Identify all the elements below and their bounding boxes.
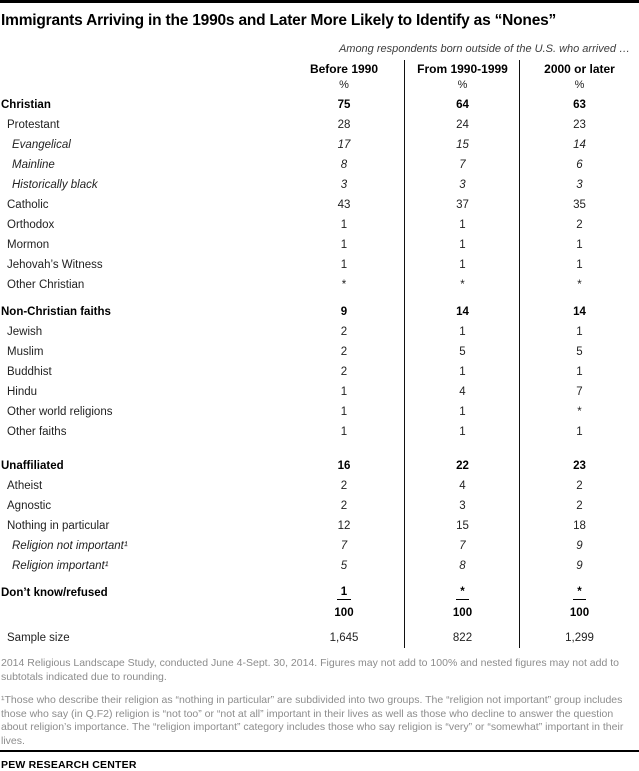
table-body [0,95,639,648]
table-row [0,215,639,235]
value-cell-before-1990: 1,645 [329,632,359,644]
value-cell-1990-1999: 64 [456,99,469,111]
value-cell-1990-1999: 822 [452,632,473,644]
value-cell-before-1990: 1 [340,239,348,251]
value-cell-2000-later: 6 [576,159,583,171]
column-header-before-1990: Before 1990 [309,61,379,76]
value-cell-2000-later: 9 [576,560,583,572]
table-row [0,603,639,623]
row-label: Sample size [7,632,70,644]
row-label: Muslim [7,346,44,358]
value-cell-2000-later [520,586,639,600]
value-cell-2000-later: 1,299 [565,632,594,644]
table-header-row [0,60,639,77]
value-cell-1990-1999: 7 [459,159,466,171]
value-cell-2000-later: 3 [576,179,583,191]
column-header-1990-1999: From 1990-1999 [417,61,508,76]
row-label: Religion not important¹ [12,540,128,552]
value-cell-1990-1999: 1 [459,259,466,271]
value-cell-2000-later: 1 [576,239,583,251]
row-label: Jehovah’s Witness [7,259,103,271]
row-label: Other Christian [7,279,85,291]
value-cell-before-1990: 2 [340,366,348,378]
bottom-border-rule [0,750,639,752]
value-cell-2000-later: 23 [573,460,586,472]
value-cell-1990-1999: 5 [459,346,466,358]
value-cell-before-1990: 1 [340,426,348,438]
table-row [0,115,639,135]
page-title: Immigrants Arriving in the 1990s and Later More Likely to Identify as “Nones” [1,12,557,29]
value-cell-before-1990: 3 [340,179,348,191]
footnote-1: ¹Those who describe their religion as “nothing in particular” are subdivided into two groups. The “religion not important” group includes those who say (in Q.F2) religion is “not too” or “not at all” important in their lives as well as those who decline to answer the question about religion’s importance. The “religion important” category includes those who say religion is “very” or “somewhat” important in their lives. [1,694,624,747]
row-label: Unaffiliated [1,460,64,472]
value-cell-1990-1999: 1 [459,326,466,338]
row-label: Atheist [7,480,43,492]
value-cell-2000-later: * [577,406,582,418]
table-subtitle: Among respondents born outside of the U.S. who arrived … [338,43,630,55]
value-cell-before-1990: 1 [340,386,348,398]
value-cell-1990-1999: * [460,279,465,291]
footnotes-block [0,657,639,748]
value-cell-2000-later: * [577,279,582,291]
value-cell-2000-later: 35 [573,199,586,211]
table-row [0,135,639,155]
unit-row [0,77,639,93]
table-row [0,476,639,496]
row-label: Hindu [7,386,38,398]
table-row [0,175,639,195]
row-label: Christian [1,99,51,111]
table-row [0,516,639,536]
underlined-value: 1 [337,586,351,600]
value-cell-2000-later: 9 [576,540,583,552]
value-cell-2000-later: 14 [573,139,586,151]
value-cell-2000-later: 14 [573,306,586,318]
value-cell-2000-later: 5 [576,346,583,358]
value-cell-1990-1999: 8 [459,560,466,572]
value-cell-2000-later: 23 [573,119,586,131]
value-cell-1990-1999: 1 [459,406,466,418]
value-cell-2000-later: 100 [569,607,590,619]
value-cell-before-1990: 1 [340,219,348,231]
table-row [0,235,639,255]
row-label: Agnostic [7,500,52,512]
value-cell-2000-later: 7 [576,386,583,398]
value-cell-before-1990: 5 [340,560,348,572]
table-row [0,422,639,442]
value-cell-2000-later: 63 [573,99,586,111]
value-cell-before-1990: 2 [340,326,348,338]
table-row [0,302,639,322]
column-divider-2 [519,60,520,648]
value-cell-2000-later: 1 [576,366,583,378]
unit-percent-3: % [574,79,585,91]
row-label: Orthodox [7,219,55,231]
value-cell-2000-later: 2 [576,500,583,512]
value-cell-before-1990 [283,586,405,600]
table-row [0,496,639,516]
value-cell-1990-1999: 1 [459,426,466,438]
table-row [0,322,639,342]
underlined-value: * [573,586,585,600]
table-row [0,342,639,362]
value-cell-1990-1999: 15 [456,139,469,151]
row-label: Nothing in particular [7,520,110,532]
value-cell-1990-1999: 37 [456,199,469,211]
value-cell-2000-later: 2 [576,480,583,492]
value-cell-2000-later: 2 [576,219,583,231]
table-row [0,95,639,115]
value-cell-2000-later: 1 [576,426,583,438]
table-row [0,556,639,576]
value-cell-before-1990: 100 [334,607,354,619]
value-cell-1990-1999: 1 [459,366,466,378]
unit-percent-1: % [339,79,349,91]
row-label: Evangelical [12,139,71,151]
value-cell-1990-1999: 1 [459,219,466,231]
value-cell-before-1990: 17 [337,139,351,151]
value-cell-before-1990: 2 [340,480,348,492]
column-divider-1 [404,60,405,648]
value-cell-2000-later: 18 [573,520,586,532]
value-cell-before-1990: 43 [337,199,351,211]
row-label: Historically black [12,179,98,191]
value-cell-1990-1999: 15 [456,520,469,532]
value-cell-2000-later: 1 [576,326,583,338]
value-cell-before-1990: 1 [340,259,348,271]
table-row [0,402,639,422]
value-cell-1990-1999: 24 [456,119,469,131]
top-border-rule [0,0,639,3]
table-row [0,536,639,556]
value-cell-before-1990: 2 [340,346,348,358]
table-row [0,456,639,476]
value-cell-1990-1999: 22 [456,460,469,472]
value-cell-before-1990: 2 [340,500,348,512]
value-cell-1990-1999 [405,586,520,600]
row-label: Other world religions [7,406,113,418]
row-label: Catholic [7,199,49,211]
source-note: 2014 Religious Landscape Study, conducted June 4-Sept. 30, 2014. Figures may not add to 100% and nested figures may not add to subtotals indicated due to rounding. [1,657,619,683]
data-table [0,60,639,648]
value-cell-2000-later: 1 [576,259,583,271]
table-row [0,275,639,295]
table-row [0,583,639,603]
value-cell-before-1990: 12 [337,520,351,532]
value-cell-1990-1999: 14 [456,306,469,318]
row-label: Protestant [7,119,60,131]
row-label: Buddhist [7,366,52,378]
value-cell-before-1990: 8 [340,159,348,171]
value-cell-1990-1999: 3 [459,179,466,191]
table-row [0,362,639,382]
row-label: Mainline [12,159,55,171]
row-label: Mormon [7,239,50,251]
pew-research-center-brand: PEW RESEARCH CENTER [1,759,137,771]
value-cell-before-1990: 7 [340,540,348,552]
table-row [0,628,639,648]
table-row [0,195,639,215]
unit-percent-2: % [457,79,468,91]
table-row [0,155,639,175]
value-cell-before-1990: 9 [340,306,348,318]
value-cell-before-1990: * [341,279,347,291]
value-cell-1990-1999: 100 [452,607,473,619]
row-label: Other faiths [7,426,67,438]
value-cell-before-1990: 1 [340,406,348,418]
row-label: Religion important¹ [12,560,109,572]
value-cell-before-1990: 16 [337,460,351,472]
value-cell-1990-1999: 3 [459,500,466,512]
value-cell-1990-1999: 7 [459,540,466,552]
row-label: Jewish [7,326,43,338]
underlined-value: * [456,586,468,600]
value-cell-before-1990: 75 [337,99,351,111]
row-label: Non-Christian faiths [1,306,111,318]
value-cell-1990-1999: 4 [459,386,466,398]
table-row [0,255,639,275]
table-row [0,382,639,402]
row-label: Don’t know/refused [1,587,108,599]
value-cell-1990-1999: 4 [459,480,466,492]
column-header-2000-later: 2000 or later [544,61,615,76]
value-cell-before-1990: 28 [337,119,351,131]
value-cell-1990-1999: 1 [459,239,466,251]
